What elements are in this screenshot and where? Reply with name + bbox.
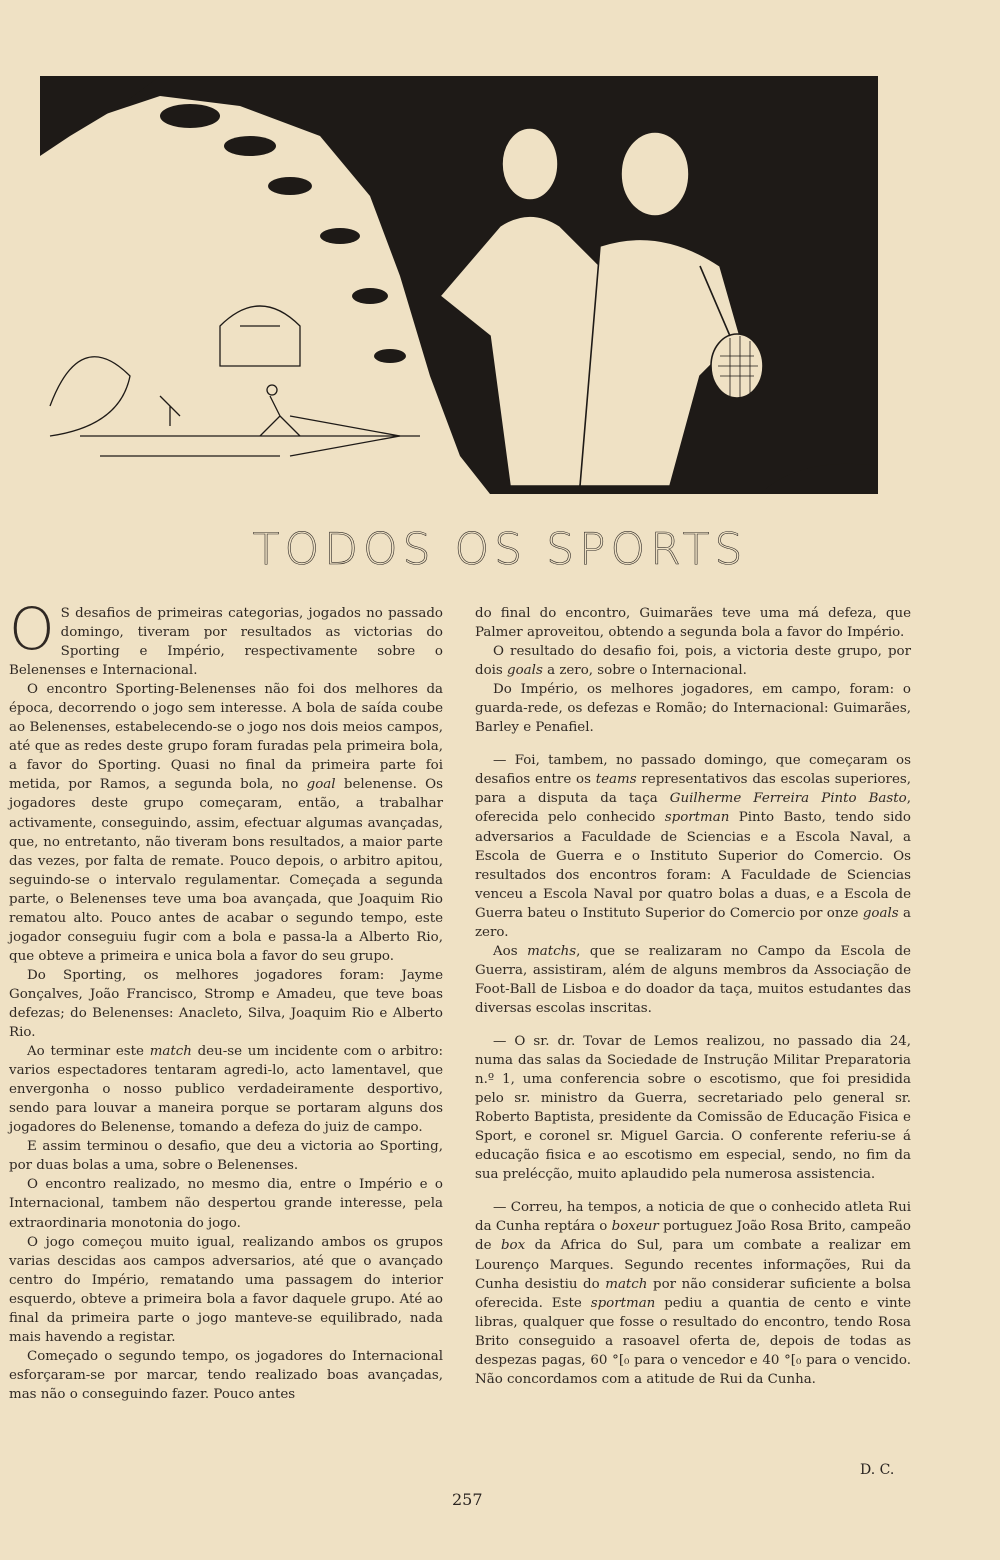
paragraph-text: O resultado do desafio foi, pois, a victoria deste grupo, por dois	[475, 644, 911, 679]
italic-word: box	[500, 1238, 526, 1254]
paragraph: O jogo começou muito igual, realizando ambos os grupos varias descidas aos campos adversarios, até que o avançado centro do Império, rematando uma passagem do interior esquerdo, obteve a primeira bola a favor daquele grupo. Até ao final da primeira parte o jogo manteve-se equilibrado, nada mais havendo a registar.	[9, 1234, 443, 1345]
paragraph-text: por não considerar suficiente a bolsa oferecida. Este	[475, 1276, 911, 1311]
paragraph	[9, 1042, 443, 1137]
italic-word: matchs	[527, 943, 577, 959]
tennis-players-illustration	[40, 76, 878, 494]
paragraph: — O sr. dr. Tovar de Lemos realizou, no passado dia 24, numa das salas da Sociedade de Instrução Militar Preparatoria n.º 1, uma conferencia sobre o escotismo, que foi presidida pelo sr. ministro da Guerra, secretariado pelo general sr. Roberto Baptista, presidente da Comissão de Educação Fisica e Sport, e coronel sr. Miguel Garcia. O conferente referiu-se á educação fisica e ao escotismo em especial, sendo, no fim da sua prelécção, muito aplaudido pela numerosa assistencia.	[475, 1033, 911, 1183]
paragraph-text: Pinto Basto, tendo sido adversarios a Faculdade de Sciencias e a Escola Naval, a Escola de Guerra e o Instituto Superior do Comercio. Os resultados dos encontros foram: A Faculdade de Sciencias venceu a Escola Naval por quatro bolas a duas, e a Escola de Guerra bateu o Instituto Superior do Comercio por onze	[475, 810, 911, 921]
right-column	[475, 604, 911, 1389]
paragraph	[475, 942, 911, 1018]
paragraph-text: S desafios de primeiras categorias, jogados no passado domingo, tiveram por resultados as victorias do Sporting e Império, respectivamente sobre o Belenenses e Internacional.	[9, 606, 443, 679]
italic-word: match	[605, 1276, 648, 1292]
italic-word: boxeur	[611, 1219, 659, 1235]
paragraph: Do Sporting, os melhores jogadores foram: Jayme Gonçalves, João Francisco, Stromp e Amadeu, que teve boas defezas; do Belenenses: Anacleto, Silva, Joaquim Rio e Alberto Rio.	[9, 967, 443, 1041]
paragraph	[475, 1198, 911, 1388]
illustration-drawing	[40, 76, 878, 494]
paragraph	[475, 751, 911, 941]
italic-word: match	[149, 1044, 192, 1060]
paragraph-text: pediu a quantia de cento e vinte libras, qualquer que fosse o resultado do encontro, tendo Rosa Brito conseguido a rasoavel oferta de, depois de todas as despezas pagas, 60 °[₀ para o vencedor e 40 °[₀ para o vencido. Não concordamos com a atitude de Rui da Cunha.	[475, 1295, 911, 1387]
paragraph-text: da Africa do Sul, para um combate a realizar em Lourenço Marques. Segundo recentes informações, Rui da Cunha desistiu do	[475, 1238, 911, 1292]
italic-word: goals	[862, 905, 899, 921]
paragraph-text: a zero.	[475, 905, 912, 940]
paragraph: E assim terminou o desafio, que deu a victoria ao Sporting, por duas bolas a uma, sobre o Belenenses.	[9, 1139, 443, 1174]
paragraph: Do Império, os melhores jogadores, em campo, foram: o guarda-rede, os defezas e Romão; do Internacional: Guimarães, Barley e Penafiel.	[475, 682, 911, 736]
paragraph-text: , oferecida pelo conhecido	[475, 791, 911, 826]
paragraph	[475, 642, 911, 680]
paragraph	[9, 595, 443, 680]
italic-word: Guilherme Ferreira Pinto Basto	[669, 791, 907, 807]
paragraph: do final do encontro, Guimarães teve uma má defeza, que Palmer aproveitou, obtendo a segunda bola a favor do Império.	[475, 606, 911, 641]
left-column	[9, 595, 444, 1404]
paragraph-text: , que se realizaram no Campo da Escola de Guerra, assistiram, além de alguns membros da Associação de Foot-Ball de Lisboa e do doador da taça, muitos estudantes das diversas escolas inscritas.	[475, 943, 911, 1016]
paragraph: O encontro realizado, no mesmo dia, entre o Império e o Internacional, tambem não despertou grande interesse, pela extraordinaria monotonia do jogo.	[9, 1177, 443, 1231]
page-title: TODOS OS SPORTS	[252, 524, 748, 575]
italic-word: sportman	[664, 810, 730, 826]
paragraph-text: portuguez João Rosa Brito, campeão de	[475, 1219, 911, 1254]
paragraph-text: Aos	[493, 943, 528, 959]
paragraph-text: — Foi, tambem, no passado domingo, que começaram os desafios entre os	[475, 753, 911, 788]
paragraph	[9, 680, 443, 966]
paragraph-text: a zero, sobre o Internacional.	[542, 663, 747, 679]
author-signature: D. C.	[860, 1462, 895, 1478]
paragraph-text: Ao terminar este	[27, 1044, 150, 1060]
paragraph-text: representativos das escolas superiores, para a disputa da taça	[475, 772, 912, 807]
paragraph-text: belenense. Os jogadores deste grupo começaram, então, a trabalhar activamente, conseguindo, assim, efectuar algumas avançadas, que, no entretanto, não tiveram bons resultados, a maior parte das vezes, por falta de remate. Pouco depois, o arbitro apitou, seguindo-se o intervalo regulamentar. Começada a segunda parte, o Belenenses teve uma boa avançada, que Joaquim Rio rematou alto. Pouco antes de acabar o segundo tempo, este jogador conseguiu fugir com a bola e passa-la a Alberto Rio, que obteve a primeira e unica bola a favor do seu grupo.	[9, 777, 444, 964]
italic-word: sportman	[590, 1295, 656, 1311]
italic-word: teams	[595, 772, 637, 788]
page-number: 257	[452, 1490, 483, 1509]
dropcap: O	[9, 595, 55, 663]
paragraph-text: deu-se um incidente com o arbitro: varios espectadores tentaram agredi-lo, acto lamentavel, que envergonha o nosso publico verdadeiramente desportivo, sendo para louvar a maneira porque se portaram alguns dos jogadores do Belenense, tomando a defeza do juiz de campo.	[9, 1044, 443, 1136]
paragraph: Começado o segundo tempo, os jogadores do Internacional esforçaram-se por marcar, tendo realizado boas avançadas, mas não o conseguindo fazer. Pouco antes	[9, 1348, 443, 1402]
paragraph-text: — Correu, ha tempos, a noticia de que o conhecido atleta Rui da Cunha reptára o	[475, 1200, 911, 1235]
italic-word: goals	[507, 663, 543, 679]
paragraph-text: O encontro Sporting-Belenenses não foi dos melhores da época, decorrendo o jogo sem interesse. A bola de saída coube ao Belenenses, estabelecendo-se o jogo nos dois meios campos, até que as redes deste grupo foram furadas pela primeira bola, a favor do Sporting. Quasi no final da primeira parte foi metida, por Ramos, a segunda bola, no	[9, 682, 443, 793]
italic-word: goal	[306, 777, 336, 793]
